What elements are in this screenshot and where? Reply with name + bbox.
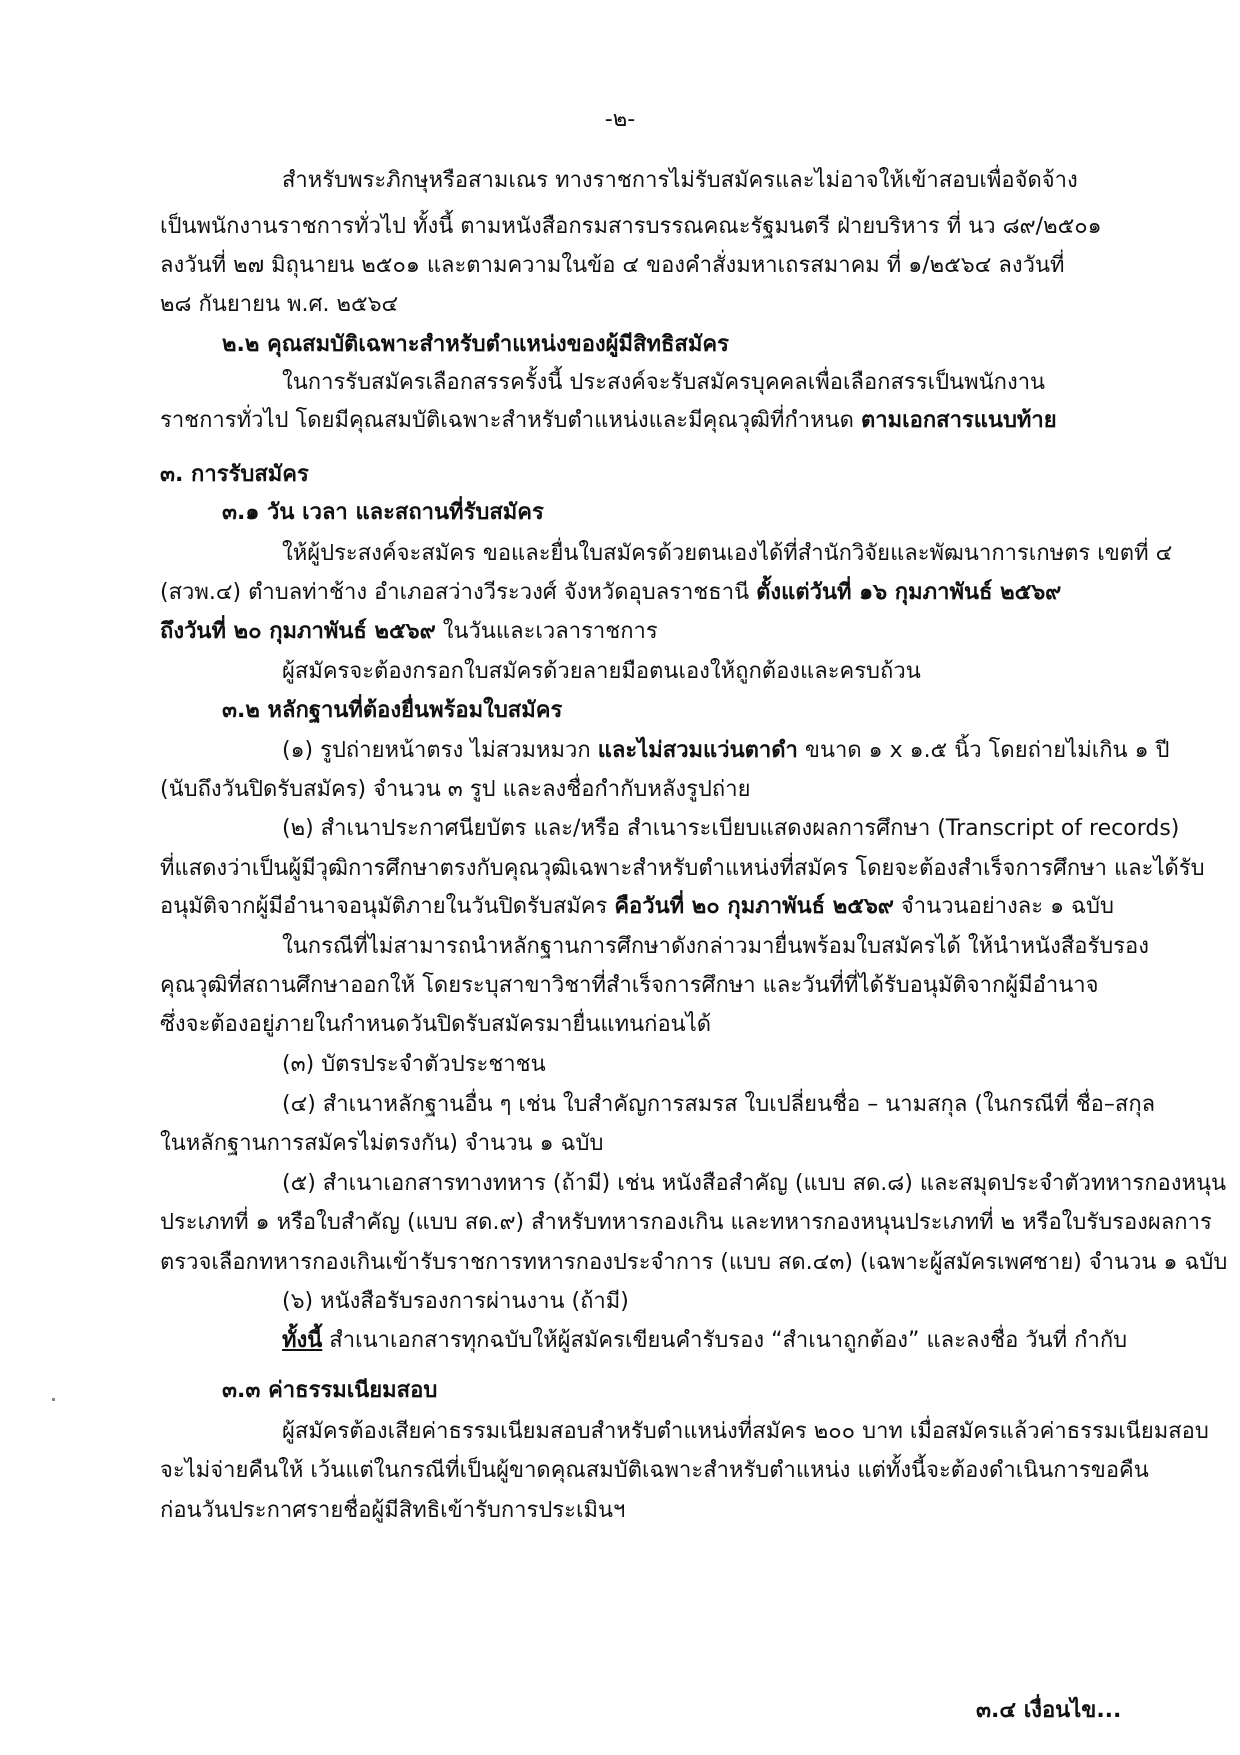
item-5-line-2: ประเภทที่ ๑ หรือใบสำคัญ (แบบ สด.๙) สำหรับทหารกองเกิน และทหารกองหนุนประเภทที่ ๒ หรือใบรับรองผลการ <box>160 1210 1212 1235</box>
para-3-1-line-3: ถึงวันที่ ๒๐ กุมภาพันธ์ ๒๕๖๙ ในวันและเวลาราชการ <box>160 619 658 644</box>
item-1-line-1: (๑) รูปถ่ายหน้าตรง ไม่สวมหมวก และไม่สวมแว่นตาดำ ขนาด ๑ x ๑.๕ นิ้ว โดยถ่ายไม่เกิน ๑ ปี <box>282 738 1170 763</box>
para-3-1-line-1: ให้ผู้ประสงค์จะสมัคร ขอและยื่นใบสมัครด้วยตนเองได้ที่สำนักวิจัยและพัฒนาการเกษตร เขตที่ ๔ <box>282 541 1173 566</box>
item-1-line-2: (นับถึงวันปิดรับสมัคร) จำนวน ๓ รูป และลงชื่อกำกับหลังรูปถ่าย <box>160 777 751 802</box>
item-2-line-3: อนุมัติจากผู้มีอำนาจอนุมัติภายในวันปิดรับสมัคร คือวันที่ ๒๐ กุมภาพันธ์ ๒๕๖๙ จำนวนอย่างละ ๑ ฉบับ <box>160 894 1114 919</box>
item-2-line-1: (๒) สำเนาประกาศนียบัตร และ/หรือ สำเนาระเบียบแสดงผลการศึกษา (Transcript of records) <box>282 816 1180 841</box>
item-5-line-3: ตรวจเลือกทหารกองเกินเข้ารับราชการทหารกองประจำการ (แบบ สด.๔๓) (เฉพาะผู้สมัครเพศชาย) จำนวน ๑ ฉบับ <box>160 1250 1228 1275</box>
item-2-line-2: ที่แสดงว่าเป็นผู้มีวุฒิการศึกษาตรงกับคุณวุฒิเฉพาะสำหรับตำแหน่งที่สมัคร โดยจะต้องสำเร็จการศึกษา และได้รับ <box>160 856 1205 881</box>
para-3-1-line-4: ผู้สมัครจะต้องกรอกใบสมัครด้วยลายมือตนเองให้ถูกต้องและครบถ้วน <box>282 659 921 684</box>
section-3-3-heading: ๓.๓ ค่าธรรมเนียมสอบ <box>222 1378 438 1403</box>
item-4-line-1: (๔) สำเนาหลักฐานอื่น ๆ เช่น ใบสำคัญการสมรส ใบเปลี่ยนชื่อ – นามสกุล (ในกรณีที่ ชื่อ–สกุล <box>282 1092 1156 1117</box>
certify-note: ทั้งนี้ สำเนาเอกสารทุกฉบับให้ผู้สมัครเขียนคำรับรอง “สำเนาถูกต้อง” และลงชื่อ วันที่ กำกับ <box>282 1328 1128 1353</box>
para-monk-line-4: ๒๘ กันยายน พ.ศ. ๒๕๖๔ <box>160 292 399 317</box>
item-3-line-1: (๓) บัตรประจำตัวประชาชน <box>282 1052 546 1077</box>
scan-speck <box>52 1398 55 1401</box>
item-2-note-line-2: คุณวุฒิที่สถานศึกษาออกให้ โดยระบุสาขาวิชาที่สำเร็จการศึกษา และวันที่ที่ได้รับอนุมัติจากผู้มีอำนาจ <box>160 973 1099 998</box>
section-3-2-heading: ๓.๒ หลักฐานที่ต้องยื่นพร้อมใบสมัคร <box>222 698 563 723</box>
note-lead: ทั้งนี้ <box>282 1328 323 1353</box>
para-2-2-line-2: ราชการทั่วไป โดยมีคุณสมบัติเฉพาะสำหรับตำแหน่งและมีคุณวุฒิที่กำหนด ตามเอกสารแนบท้าย <box>160 408 1057 433</box>
item-5-line-1: (๕) สำเนาเอกสารทางทหาร (ถ้ามี) เช่น หนังสือสำคัญ (แบบ สด.๘) และสมุดประจำตัวทหารกองหนุน <box>282 1171 1227 1196</box>
para-monk-line-1: สำหรับพระภิกษุหรือสามเณร ทางราชการไม่รับสมัครและไม่อาจให้เข้าสอบเพื่อจัดจ้าง <box>282 168 1078 193</box>
page-number: -๒- <box>604 107 636 132</box>
para-3-3-line-3: ก่อนวันประกาศรายชื่อผู้มีสิทธิเข้ารับการประเมินฯ <box>160 1498 626 1523</box>
item-2-note-line-1: ในกรณีที่ไม่สามารถนำหลักฐานการศึกษาดังกล่าวมายื่นพร้อมใบสมัครได้ ให้นำหนังสือรับรอง <box>282 934 1150 959</box>
para-monk-line-2: เป็นพนักงานราชการทั่วไป ทั้งนี้ ตามหนังสือกรมสารบรรณคณะรัฐมนตรี ฝ่ายบริหาร ที่ นว ๘๙/๒๕๐๑ <box>160 214 1102 239</box>
section-3-1-heading: ๓.๑ วัน เวลา และสถานที่รับสมัคร <box>222 500 544 525</box>
section-2-2-heading: ๒.๒ คุณสมบัติเฉพาะสำหรับตำแหน่งของผู้มีสิทธิสมัคร <box>222 332 729 357</box>
para-2-2-line-1: ในการรับสมัครเลือกสรรครั้งนี้ ประสงค์จะรับสมัครบุคคลเพื่อเลือกสรรเป็นพนักงาน <box>282 370 1046 395</box>
attachment-ref: ตามเอกสารแนบท้าย <box>860 408 1057 433</box>
item-2-note-line-3: ซึ่งจะต้องอยู่ภายในกำหนดวันปิดรับสมัครมายื่นแทนก่อนได้ <box>160 1012 712 1037</box>
item-6-line-1: (๖) หนังสือรับรองการผ่านงาน (ถ้ามี) <box>282 1289 629 1314</box>
continuation-text: ๓.๔ เงื่อนไข... <box>976 1698 1122 1723</box>
item-4-line-2: ในหลักฐานการสมัครไม่ตรงกัน) จำนวน ๑ ฉบับ <box>160 1131 604 1156</box>
period-end: ถึงวันที่ ๒๐ กุมภาพันธ์ ๒๕๖๙ <box>160 619 436 644</box>
para-3-1-line-2: (สวพ.๔) ตำบลท่าช้าง อำเภอสว่างวีระวงศ์ จังหวัดอุบลราชธานี ตั้งแต่วันที่ ๑๖ กุมภาพันธ์ ๒๕๖๙ <box>160 580 1062 605</box>
closing-date: คือวันที่ ๒๐ กุมภาพันธ์ ๒๕๖๙ <box>614 894 894 919</box>
para-3-3-line-2: จะไม่จ่ายคืนให้ เว้นแต่ในกรณีที่เป็นผู้ขาดคุณสมบัติเฉพาะสำหรับตำแหน่ง แต่ทั้งนี้จะต้องดำเนินการขอคืน <box>160 1458 1149 1483</box>
section-3-heading: ๓. การรับสมัคร <box>160 462 309 487</box>
para-monk-line-3: ลงวันที่ ๒๗ มิถุนายน ๒๕๐๑ และตามความในข้อ ๔ ของคำสั่งมหาเถรสมาคม ที่ ๑/๒๕๖๔ ลงวันที่ <box>160 253 1065 278</box>
para-3-3-line-1: ผู้สมัครต้องเสียค่าธรรมเนียมสอบสำหรับตำแหน่งที่สมัคร ๒๐๐ บาท เมื่อสมัครแล้วค่าธรรมเนียมสอบ <box>282 1419 1209 1444</box>
period-start: ตั้งแต่วันที่ ๑๖ กุมภาพันธ์ ๒๕๖๙ <box>756 580 1062 605</box>
